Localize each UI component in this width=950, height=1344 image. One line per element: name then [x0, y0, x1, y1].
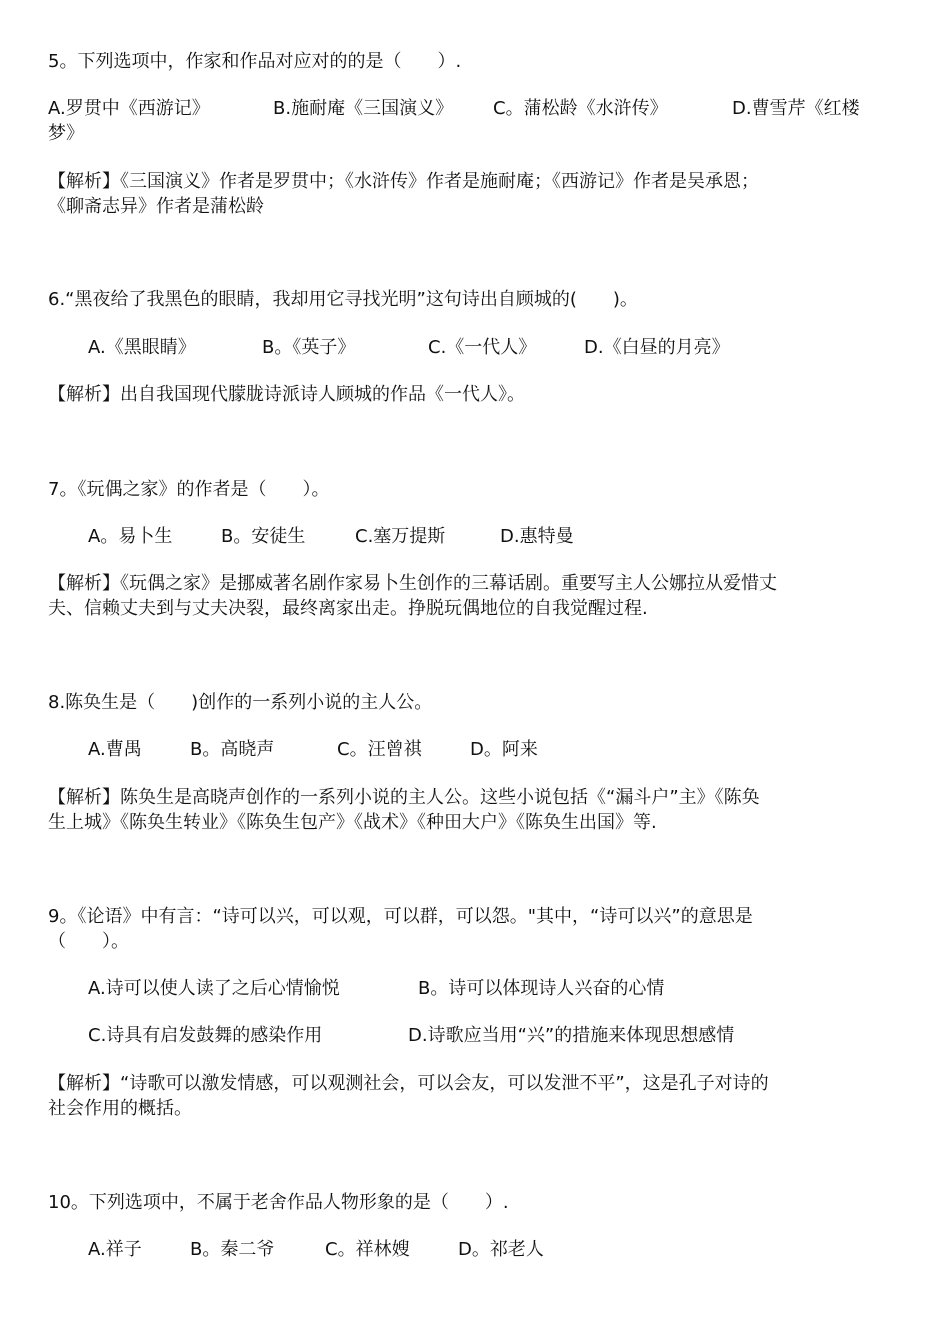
q10-option-b: B。秦二爷: [190, 1239, 275, 1260]
q10-option-a: A.祥子: [88, 1239, 142, 1260]
q9-option-b: B。诗可以体现诗人兴奋的心情: [418, 978, 665, 999]
q6-option-a: A.《黑眼睛》: [88, 337, 196, 358]
q10-option-d: D。祁老人: [458, 1239, 544, 1260]
question-6-stem: 6.“黑夜给了我黑色的眼睛，我却用它寻找光明”这句诗出自顾城的( )。: [48, 289, 638, 310]
q6-analysis-line-1: 【解析】出自我国现代朦胧诗派诗人顾城的作品《一代人》。: [48, 384, 525, 405]
q7-analysis-line-2: 夫、信赖丈夫到与丈夫决裂，最终离家出走。挣脱玩偶地位的自我觉醒过程.: [48, 598, 648, 619]
q7-option-b: B。安徒生: [221, 526, 306, 547]
question-7-stem: 7。《玩偶之家》的作者是（ ）。: [48, 479, 330, 500]
q8-option-c: C。汪曾祺: [337, 739, 422, 760]
question-9-stem-line-2: （ ）。: [48, 931, 129, 952]
q6-option-c: C.《一代人》: [428, 337, 537, 358]
question-9-stem-line-1: 9。《论语》中有言：“诗可以兴，可以观，可以群，可以怨。"其中，“诗可以兴”的意思是: [48, 906, 753, 927]
q6-option-b: B。《英子》: [262, 337, 356, 358]
question-5-stem: 5。下列选项中，作家和作品对应对的的是（ ）.: [48, 51, 462, 72]
q8-option-d: D。阿来: [470, 739, 538, 760]
q5-option-a: A.罗贯中《西游记》: [48, 98, 210, 119]
question-10-stem: 10。下列选项中，不属于老舍作品人物形象的是（ ）.: [48, 1192, 509, 1213]
q7-option-c: C.塞万提斯: [355, 526, 446, 547]
q8-analysis-line-1: 【解析】陈奂生是高晓声创作的一系列小说的主人公。这些小说包括《“漏斗户”主》《陈奂: [48, 787, 760, 808]
q9-analysis-line-2: 社会作用的概括。: [48, 1098, 192, 1119]
q9-analysis-line-1: 【解析】“诗歌可以激发情感，可以观测社会，可以会友，可以发泄不平”，这是孔子对诗的: [48, 1073, 769, 1094]
q5-option-d: D.曹雪芹《红楼: [732, 98, 860, 119]
q8-option-a: A.曹禺: [88, 739, 142, 760]
q5-analysis-line-1: 【解析】《三国演义》作者是罗贯中；《水浒传》作者是施耐庵；《西游记》作者是吴承恩；: [48, 171, 759, 192]
q5-option-c: C。蒲松龄《水浒传》: [493, 98, 668, 119]
q7-option-d: D.惠特曼: [500, 526, 574, 547]
q6-option-d: D.《白昼的月亮》: [584, 337, 730, 358]
question-8-stem: 8.陈奂生是（ )创作的一系列小说的主人公。: [48, 692, 433, 713]
q10-option-c: C。祥林嫂: [325, 1239, 410, 1260]
q9-option-d: D.诗歌应当用“兴”的措施来体现思想感情: [408, 1025, 735, 1046]
q5-option-d-cont: 梦》: [48, 123, 84, 144]
q5-analysis-line-2: 《聊斋志异》作者是蒲松龄: [48, 196, 264, 217]
q5-option-b: B.施耐庵《三国演义》: [273, 98, 454, 119]
q7-option-a: A。易卜生: [88, 526, 173, 547]
q9-option-c: C.诗具有启发鼓舞的感染作用: [88, 1025, 323, 1046]
q7-analysis-line-1: 【解析】《玩偶之家》是挪威著名剧作家易卜生创作的三幕话剧。重要写主人公娜拉从爱惜丈: [48, 573, 777, 594]
q8-analysis-line-2: 生上城》《陈奂生转业》《陈奂生包产》《战术》《种田大户》《陈奂生出国》等.: [48, 812, 657, 833]
q8-option-b: B。高晓声: [190, 739, 275, 760]
q9-option-a: A.诗可以使人读了之后心情愉悦: [88, 978, 340, 999]
